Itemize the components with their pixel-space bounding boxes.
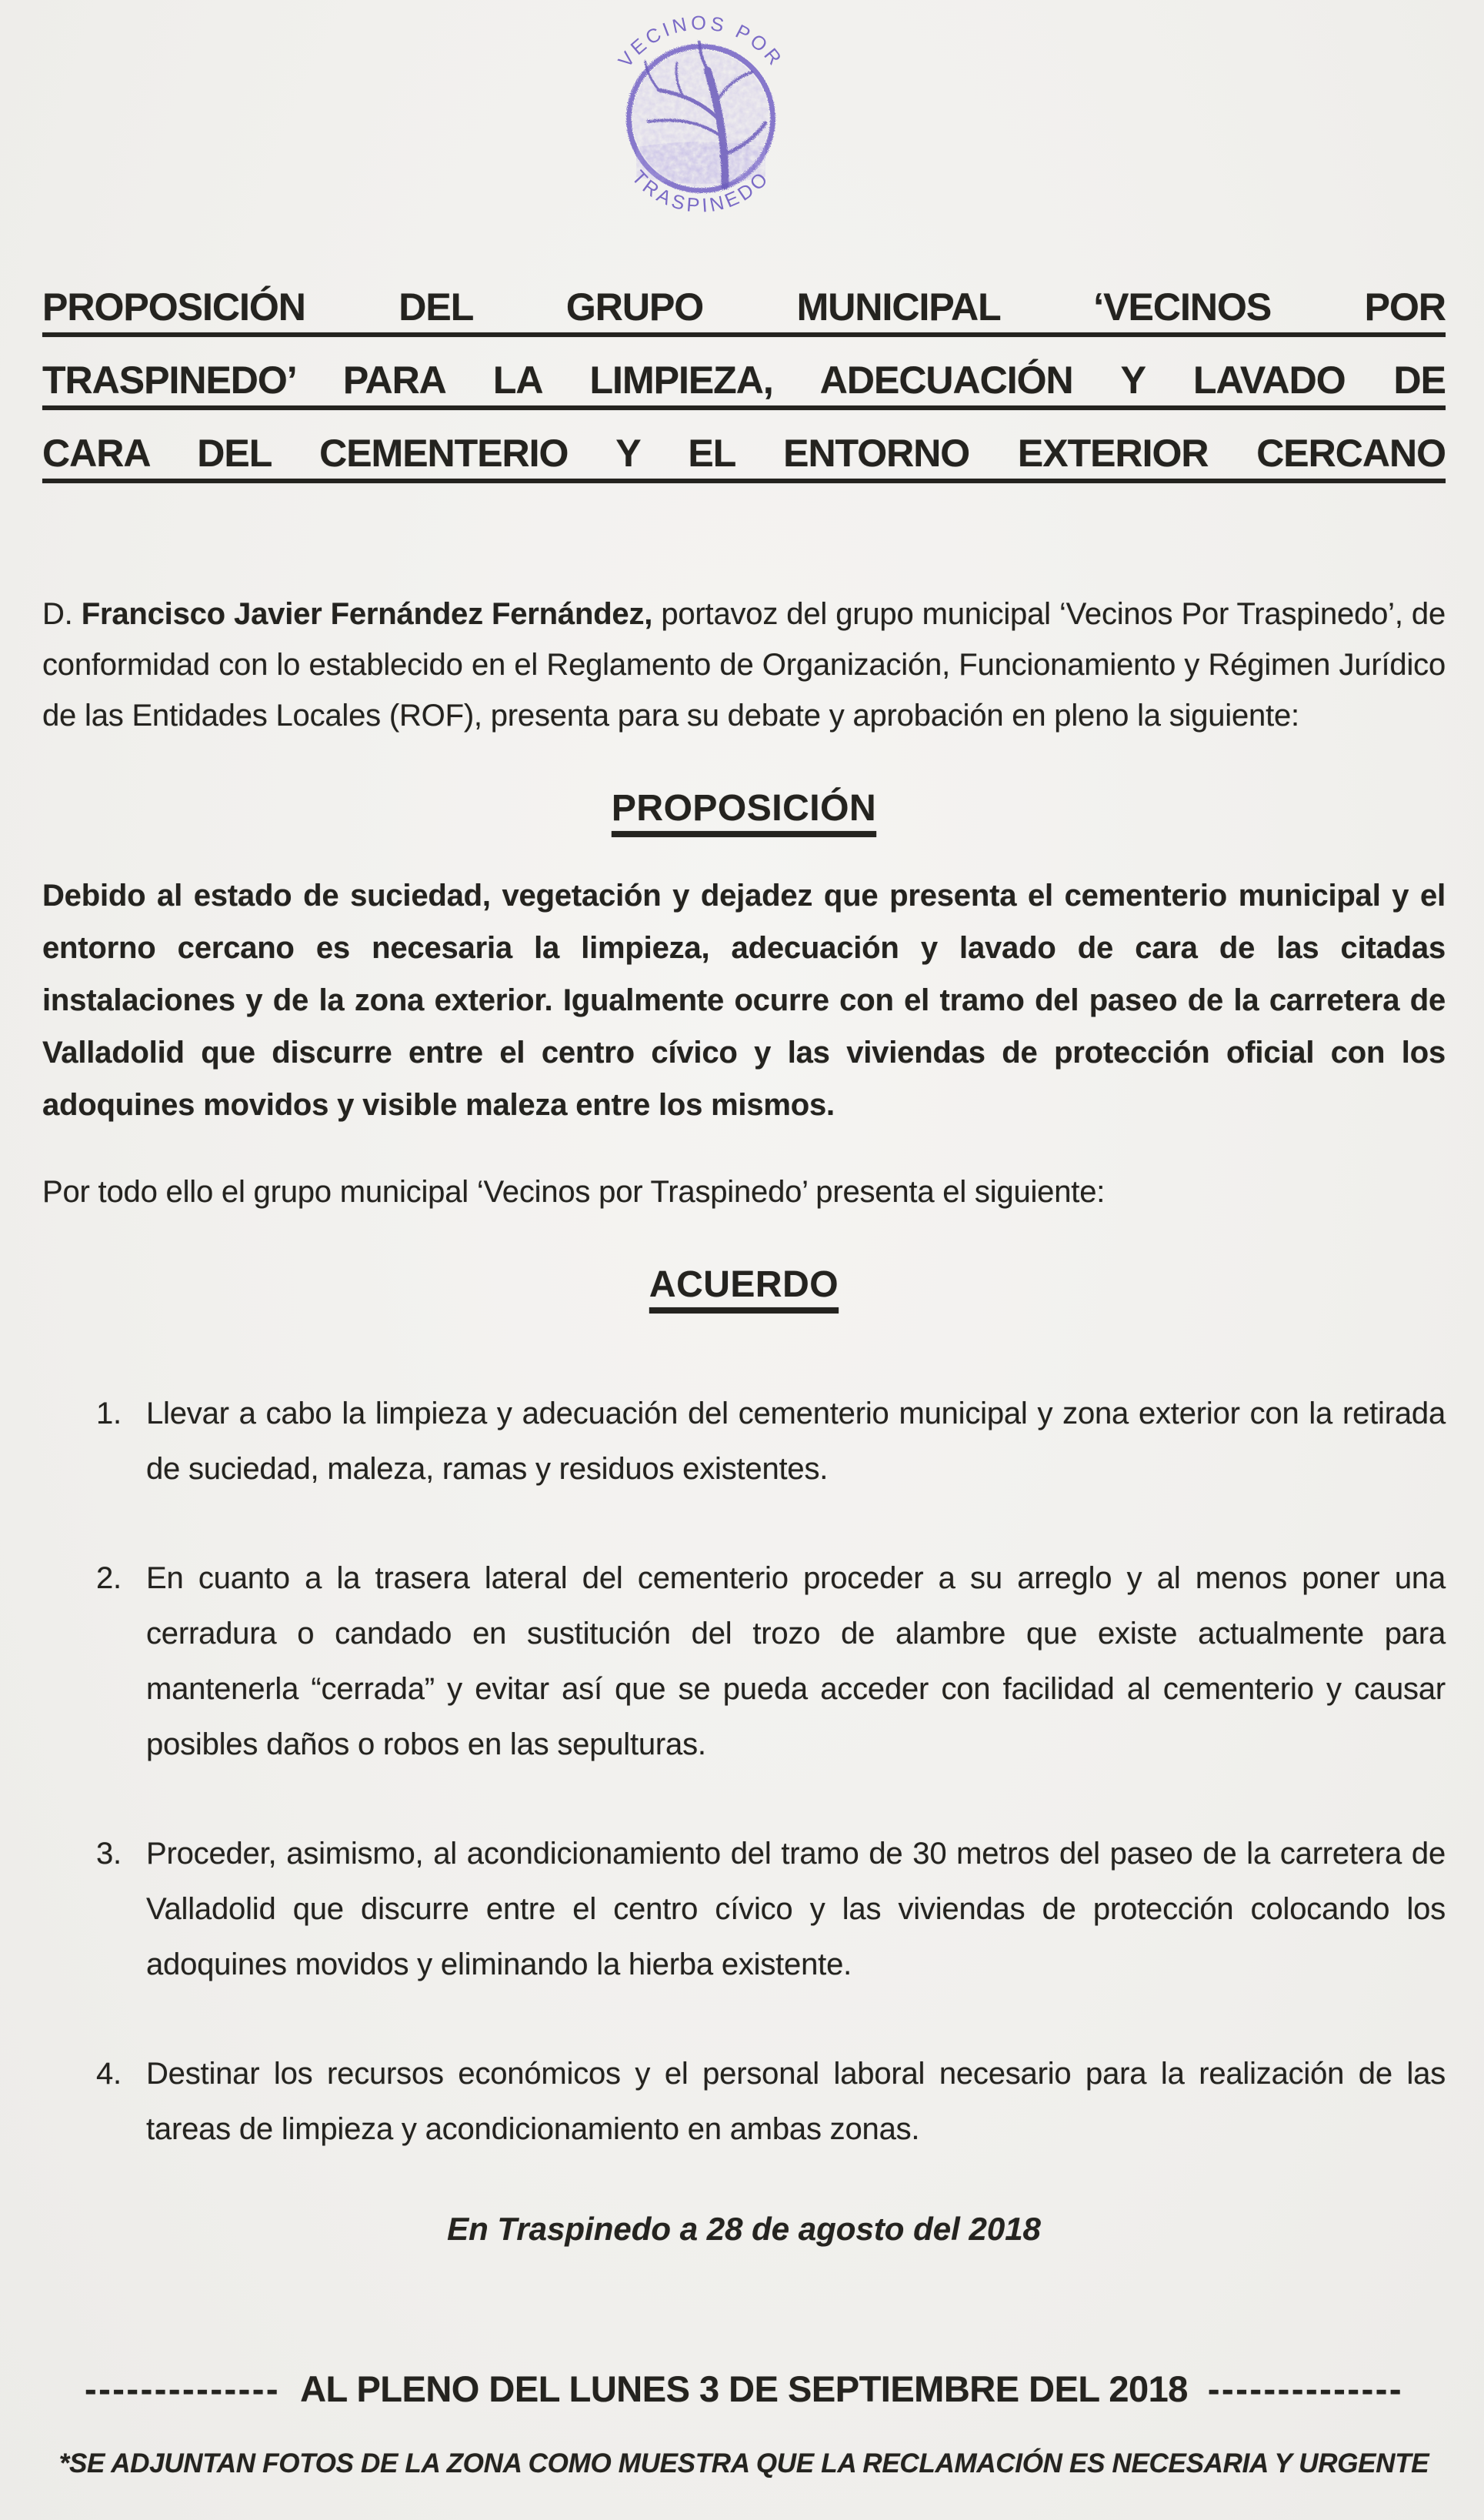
title-line-2: TRASPINEDO’ PARA LA LIMPIEZA, ADECUACIÓN Y LAVADO DE [42, 359, 1446, 402]
pleno-dashes-right: -------------- [1207, 2368, 1404, 2409]
stamp-logo-row [42, 0, 1446, 234]
intro-paragraph [42, 589, 1446, 741]
item-text: Llevar a cabo la limpieza y adecuación del cementerio municipal y zona exterior con la retirada de suciedad, maleza, ramas y residuos existentes. [146, 1397, 1446, 1486]
item-number: 3. [96, 1837, 122, 1871]
item-text: Destinar los recursos económicos y el personal laboral necesario para la realización de las tareas de limpieza y acondicionamiento en ambas zonas. [146, 2057, 1446, 2146]
pleno-dashes-left: -------------- [84, 2368, 281, 2409]
stamp-arc-bottom-text: TRASPINEDO [627, 166, 775, 217]
stamp-ground [636, 142, 765, 184]
item-number: 2. [96, 1561, 122, 1595]
proposicion-heading: PROPOSICIÓN [611, 788, 877, 829]
acuerdo-item-3 [42, 1826, 1446, 1992]
pleno-text: AL PLENO DEL LUNES 3 DE SEPTIEMBRE DEL 2018 [300, 2368, 1188, 2409]
title-line-1: PROPOSICIÓN DEL GRUPO MUNICIPAL ‘VECINOS POR [42, 285, 1446, 329]
acuerdo-item-4 [42, 2046, 1446, 2157]
proposicion-body: Debido al estado de suciedad, vegetación y dejadez que presenta el cementerio municipal y el entorno cercano es necesaria la limpieza, adecuación y lavado de cara de las citadas instalaciones y de la zona exterior. Igualmente ocurre con el tramo del paseo de la carretera de Valladolid que discurre entre el centro cívico y las viviendas de protección oficial con los adoquines movidos y visible maleza entre los mismos. [42, 879, 1446, 1122]
stamp-arc-top-text: VECINOS POR [614, 12, 788, 72]
dateline: En Traspinedo a 28 de agosto del 2018 [447, 2211, 1041, 2247]
acuerdo-item-2 [42, 1550, 1446, 1772]
pleno-line [42, 2368, 1446, 2410]
stamp-logo [611, 3, 791, 234]
lead-in-text: Por todo ello el grupo municipal ‘Vecinos por Traspinedo’ presenta el siguiente: [42, 1175, 1105, 1209]
acuerdo-list [42, 1386, 1446, 2157]
item-number: 4. [96, 2057, 122, 2091]
acuerdo-item-1 [42, 1386, 1446, 1497]
acuerdo-heading: ACUERDO [649, 1264, 839, 1305]
intro-text: portavoz del grupo municipal ‘Vecinos Por Traspinedo’, de conformidad con lo establecido en el Reglamento de Organización, Funcionamiento y Régimen Jurídico de las Entidades Locales (ROF), presenta para su debate y aprobación en pleno la siguiente: [42, 597, 1446, 733]
author-name: Francisco Javier Fernández Fernández, [81, 597, 653, 631]
honorific: D. [42, 597, 73, 631]
item-text: Proceder, asimismo, al acondicionamiento del tramo de 30 metros del paseo de la carretera de Valladolid que discurre entre el centro cívico y las viviendas de protección colocando los adoquines movidos y eliminando la hierba existente. [146, 1837, 1446, 1981]
item-number: 1. [96, 1397, 122, 1430]
title-line-3: CARA DEL CEMENTERIO Y EL ENTORNO EXTERIOR CERCANO [42, 432, 1446, 475]
document-title [42, 271, 1446, 490]
item-text: En cuanto a la trasera lateral del cementerio proceder a su arreglo y al menos poner una cerradura o candado en sustitución del trozo de alambre que existe actualmente para mantenerla “cerrada” y evitar así que se pueda acceder con facilidad al cementerio y causar posibles daños o robos en las sepulturas. [146, 1561, 1446, 1761]
attachment-note: *SE ADJUNTAN FOTOS DE LA ZONA COMO MUESTRA QUE LA RECLAMACIÓN ES NECESARIA Y URGENTE [58, 2448, 1429, 2478]
